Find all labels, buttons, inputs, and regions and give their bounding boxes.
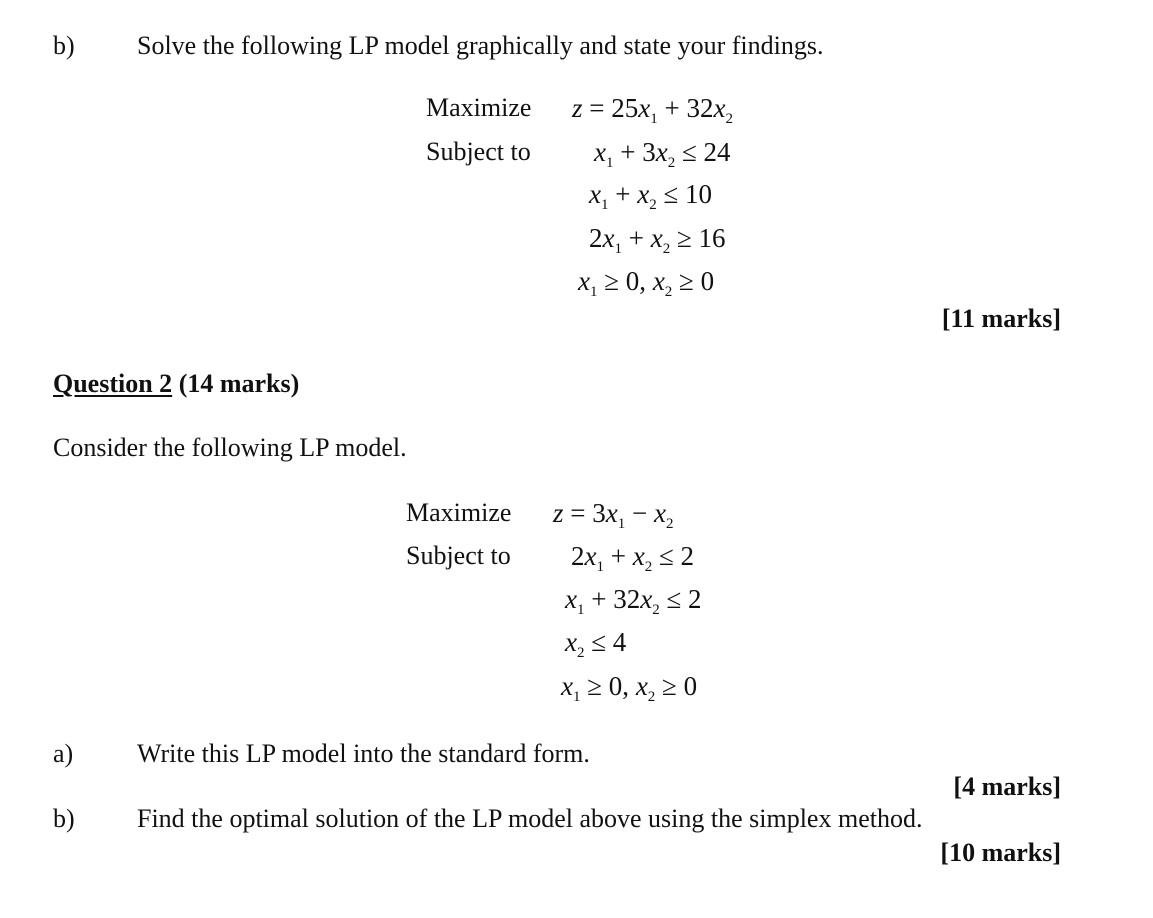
q2b-label: b)	[53, 804, 75, 833]
q2-subject-keyword: Subject to	[406, 541, 511, 570]
q2-constraint-4: $x_1 \ge 0$, $x_2 \ge 0$	[561, 671, 698, 705]
q1b-subject-keyword: Subject to	[426, 137, 531, 166]
q1b-constraint-2: $x_1 + x_2 \le 10$	[589, 179, 713, 213]
q2-heading-marks: (14 marks)	[172, 369, 300, 398]
q2a-text: Write this LP model into the standard form.	[137, 739, 590, 768]
q2b-marks: [10 marks]	[940, 838, 1061, 867]
q1b-objective	[572, 93, 733, 127]
q2-heading	[53, 371, 299, 397]
q2-heading-title: Question 2	[53, 369, 173, 398]
q1b-constraint-3: $2x_1 + x_2 \ge 16$	[589, 223, 726, 257]
q1b-marks: [11 marks]	[941, 304, 1061, 333]
q1b-text: Solve the following LP model graphically and state your findings.	[137, 31, 824, 60]
q2-constraint-3: $x_2 \le 4$	[565, 627, 627, 661]
q2-constraint-2: $x_1 + 32x_2 \le 2$	[565, 584, 702, 618]
q2-objective: $z = 3x_1 - x_2$	[553, 498, 674, 532]
q1b-objective-keyword: Maximize	[426, 93, 532, 122]
q1b-objective-expr: $z = 25x_1 + 32x_2$	[572, 93, 733, 127]
q2b-text: Find the optimal solution of the LP model above using the simplex method.	[137, 804, 923, 833]
q2-intro: Consider the following LP model.	[53, 433, 407, 462]
q1b-constraint-4: $x_1 \ge 0$, $x_2 \ge 0$	[578, 266, 715, 300]
q1b-label: b)	[53, 31, 75, 60]
q1b-constraint-1: $x_1 + 3x_2 \le 24$	[594, 137, 731, 171]
q2a-marks: [4 marks]	[953, 772, 1061, 801]
q2a-label: a)	[53, 739, 74, 768]
q2-constraint-1: $2x_1 + x_2 \le 2$	[571, 541, 695, 575]
q2-objective-keyword: Maximize	[406, 498, 512, 527]
